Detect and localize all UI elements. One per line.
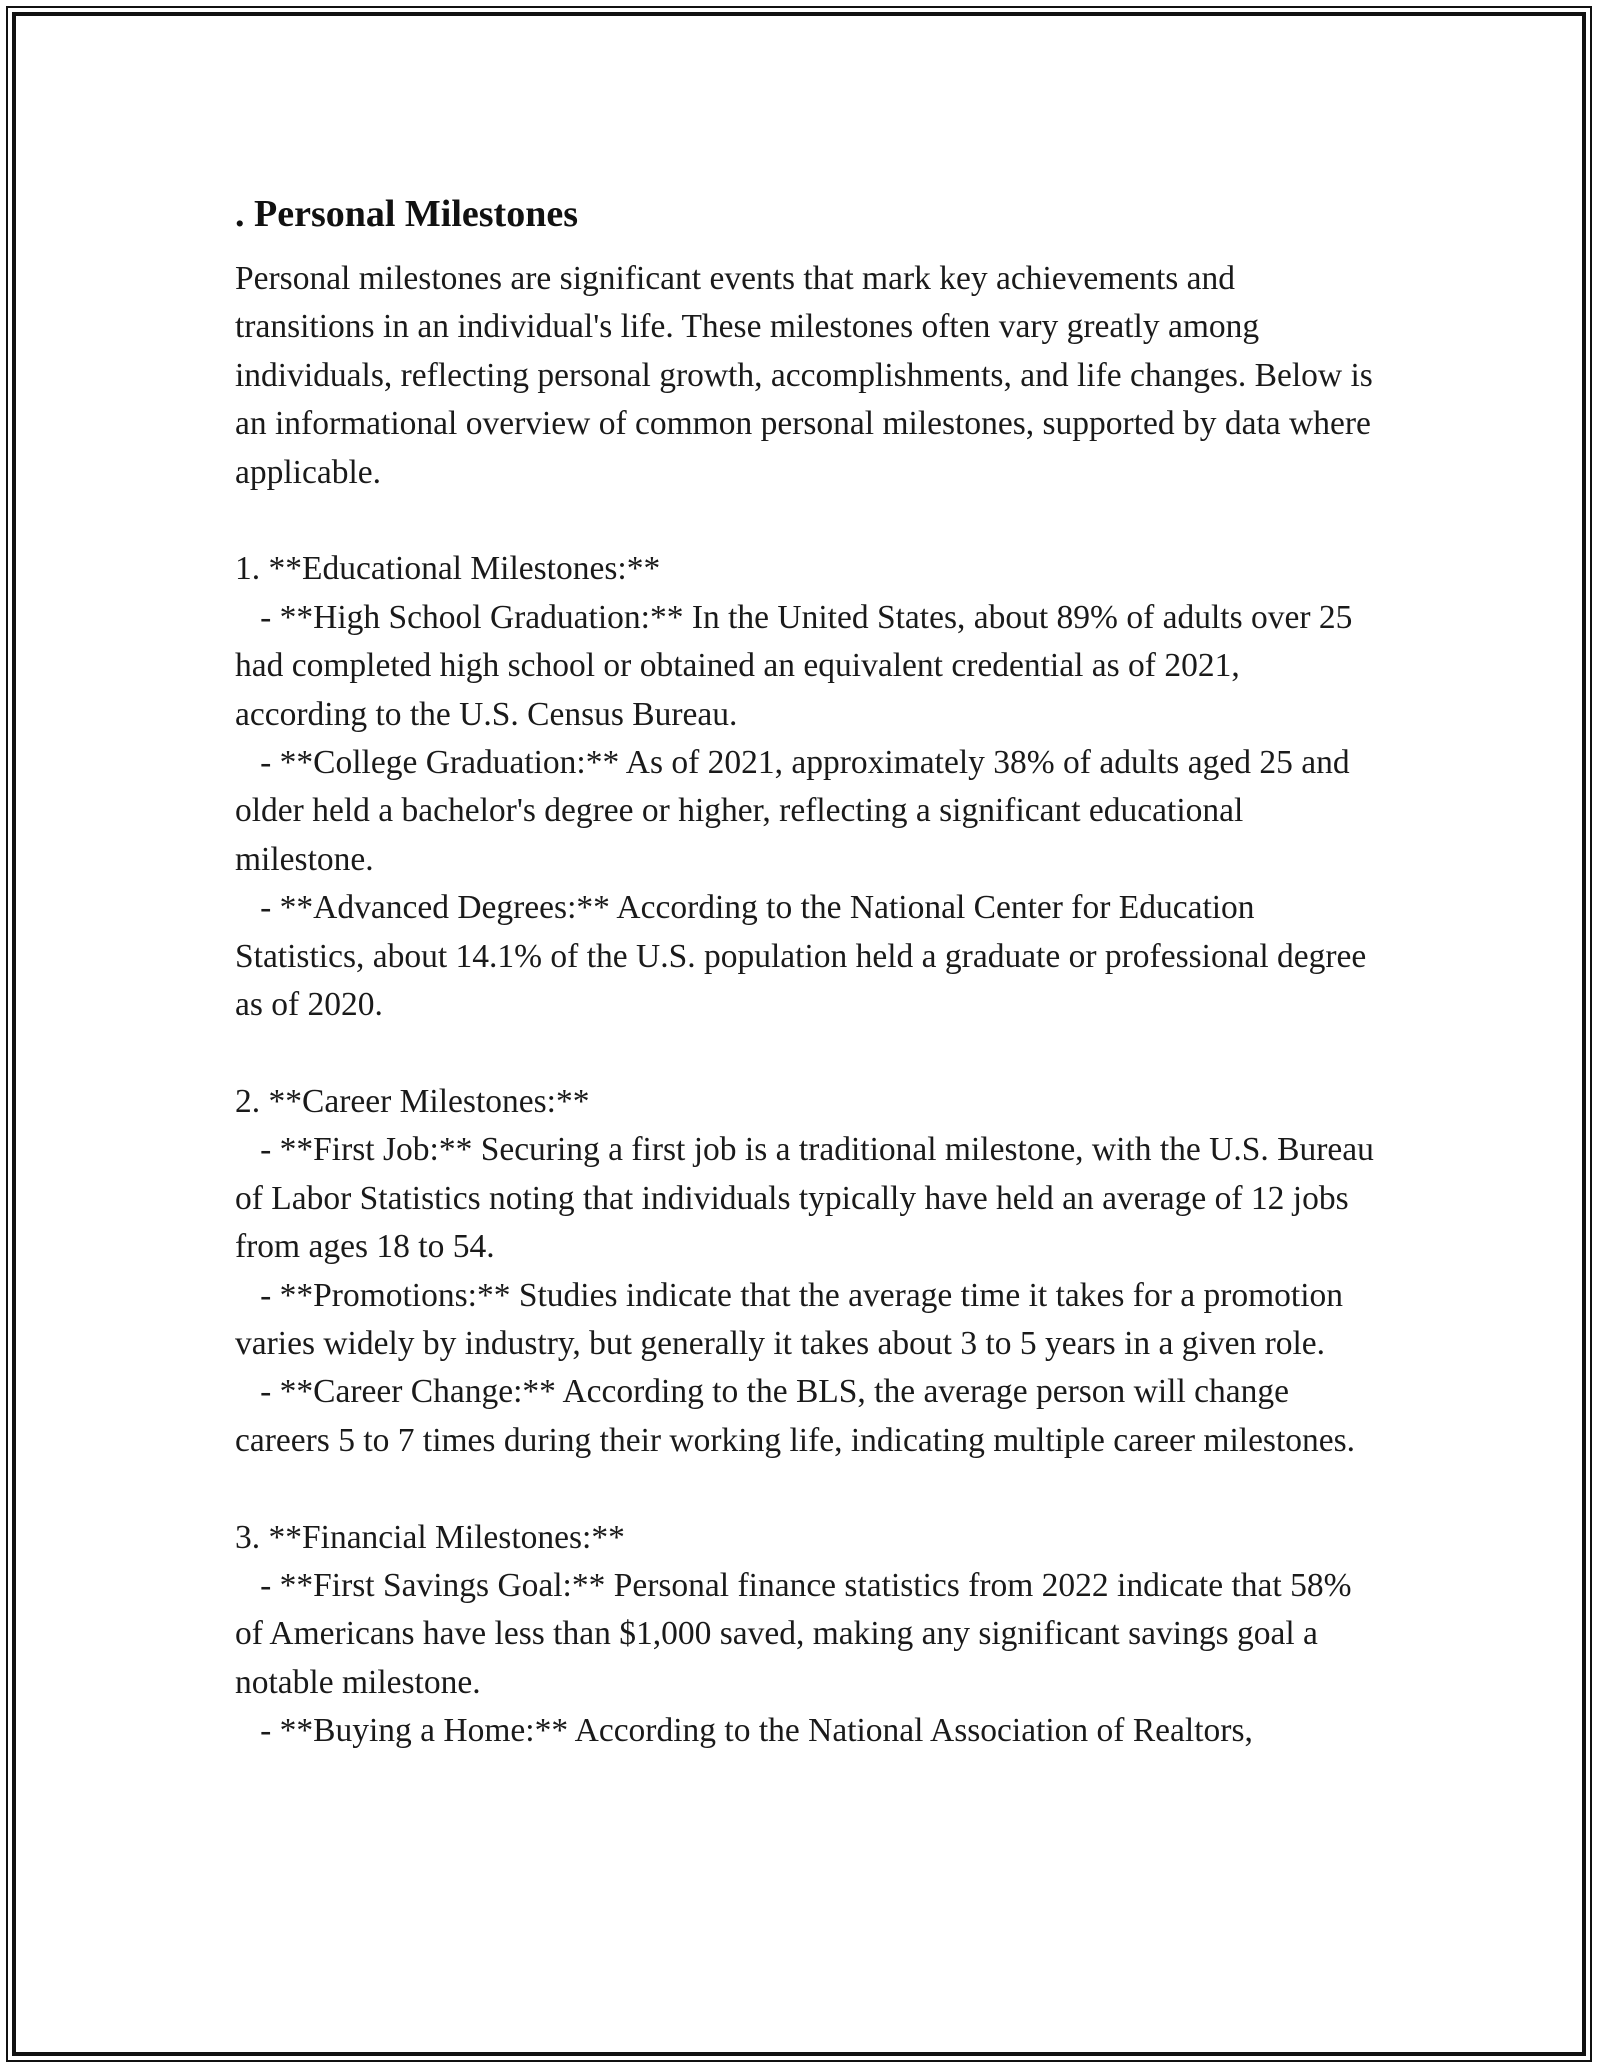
- document-title: . Personal Milestones: [235, 193, 579, 235]
- document-body: Personal milestones are significant events that mark key achievements and transitions in an individual's life. These milestones often vary greatly among individuals, reflecting personal growth, accomplishments, and life changes. Below is an informational overview of common personal milestones, supported by data where applicable. 1. **Educational Milestones:** - **High School Graduation:** In the United States, about 89% of adults over 25 had completed high school or obtained an equivalent credential as of 2021, according to the U.S. Census Bureau. - **College Graduation:** As of 2021, approximately 38% of adults aged 25 and older held a bachelor's degree or higher, reflecting a significant educational milestone. - **Advanced Degrees:** According to the National Center for Education Statistics, about 14.1% of the U.S. population held a graduate or professional degree as of 2020. 2. **Career Milestones:** - **First Job:** Securing a first job is a traditional milestone, with the U.S. Bureau of Labor Statistics noting that individuals typically have held an average of 12 jobs from ages 18 to 54. - **Promotions:** Studies indicate that the average time it takes for a promotion varies widely by industry, but generally it takes about 3 to 5 years in a given role. - **Career Change:** According to the BLS, the average person will change careers 5 to 7 times during their working life, indicating multiple career milestones. 3. **Financial Milestones:** - **First Savings Goal:** Personal finance statistics from 2022 indicate that 58% of Americans have less than $1,000 saved, making any significant savings goal a notable milestone. - **Buying a Home:** According to the National Association of Realtors,: [235, 260, 1374, 1750]
- document-content: [235, 185, 1375, 1756]
